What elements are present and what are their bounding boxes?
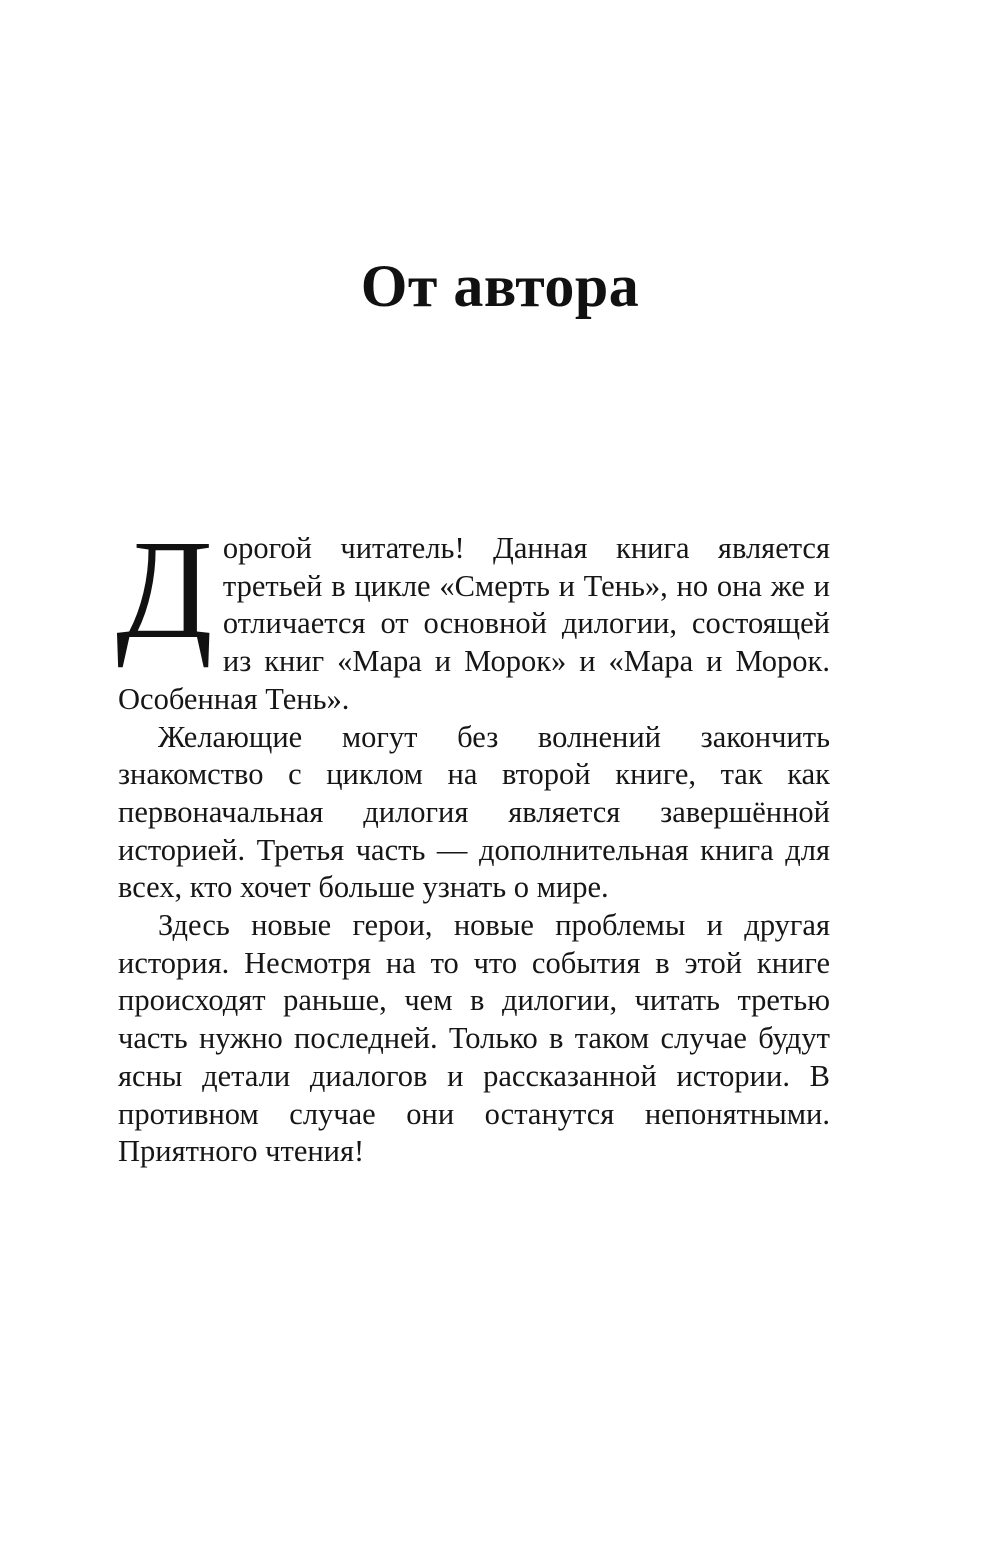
author-foreword-text — [116, 510, 830, 1171]
paragraph-1 — [116, 510, 830, 719]
paragraph-1-text: орогой читатель! Данная книга является третьей в цикле «Смерть и Тень», но она же и отличается от основной дилогии, состоящей из книг «Мара и Морок» и «Мара и Морок. Особенная Тень». — [118, 531, 830, 716]
paragraph-3: Здесь новые герои, новые проблемы и другая история. Несмотря на то что события в этой книге происходят раньше, чем в дилогии, читать третью часть нужно последней. Только в таком случае будут ясны детали диалогов и рассказанной истории. В противном случае они останутся непонятными. Приятного чтения! — [118, 908, 830, 1169]
page-title: От автора — [360, 253, 640, 319]
drop-cap-letter: Д — [116, 510, 213, 668]
paragraph-2: Желающие могут без волнений закончить знакомство с циклом на второй книге, так как первоначальная дилогия является завершённой историей. Третья часть — дополнительная книга для всех, кто хочет больше узнать о мире. — [118, 719, 830, 905]
